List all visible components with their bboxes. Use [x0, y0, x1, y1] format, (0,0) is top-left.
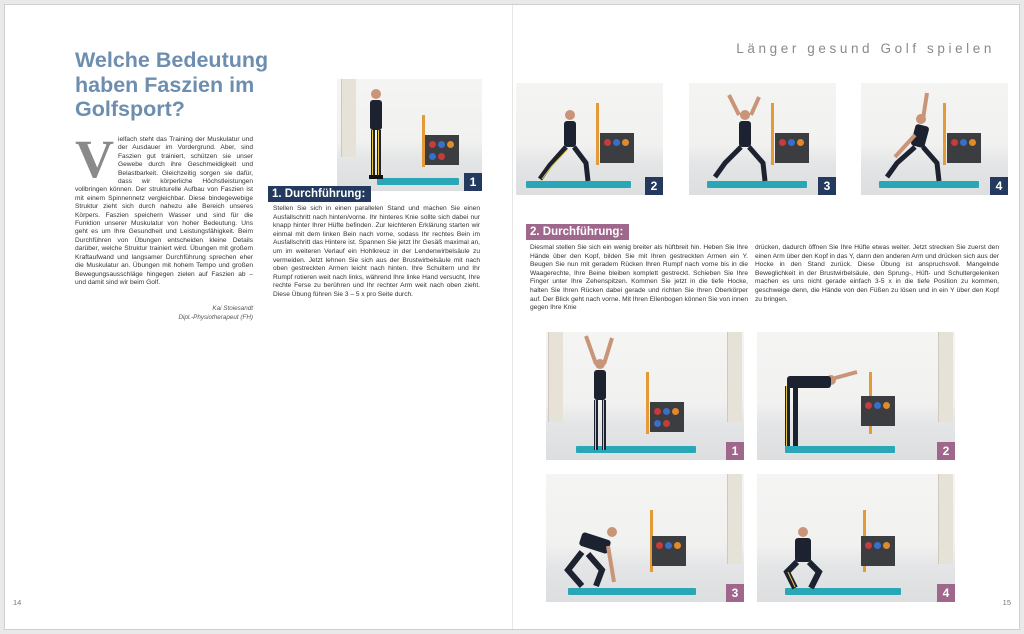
section2-heading: 2. Durchführung: [526, 224, 629, 240]
photo-number-badge: 1 [726, 442, 744, 460]
equipment-shelf [425, 135, 459, 165]
section1-heading: 1. Durchführung: [268, 186, 371, 202]
pole [646, 372, 649, 434]
running-head: Länger gesund Golf spielen [736, 41, 995, 56]
author-name: Kai Stoiesandt [212, 305, 253, 312]
drop-cap: V [75, 129, 114, 189]
door-frame [727, 332, 742, 422]
page-number-right: 15 [1002, 598, 1011, 607]
magazine-spread [4, 4, 1020, 630]
athlete-lunge-arms-up [711, 93, 781, 185]
photo-number-badge: 1 [464, 173, 482, 191]
photo-number-badge: 4 [990, 177, 1008, 195]
athlete-forward-bend [771, 368, 861, 452]
equipment-shelf [652, 536, 686, 566]
section2-text-left: Diesmal stellen Sie sich ein wenig breiter als hüftbreit hin. Heben Sie Ihre Hände über den Kopf, bilden Sie mit Ihren gestreckten Armen ein Y. Beugen Sie nun mit geradem Rücken Ihren Rumpf nach vorne bis in die Waagerechte, Ihre Beine bleiben komplett gestreckt. Schieben Sie Ihre Finger unter Ihre Zehenspitzen. Kommen Sie jetzt in die tiefe Hocke, halten Sie Ihren Rücken dabei gerade und richten Sie Ihren Oberkörper auf. Der Blick geht nach vorne. Mit Ihren Ellenbogen können Sie von innen gegen Ihre Knie [530, 244, 748, 312]
photo-number-badge: 3 [726, 584, 744, 602]
photo-number-badge: 2 [937, 442, 955, 460]
photo-number-badge: 2 [645, 177, 663, 195]
door-frame [727, 474, 742, 564]
exercise2-photo-1 [546, 332, 744, 460]
section1-text: Stellen Sie sich in einen parallelen Stand und machen Sie einen Ausfallschritt nach hinten/vorne. Ihr hinteres Knie sollte sich dabei nur knapp hinter Ihrer Hüfte befinden. Zur leichteren Erklärung starten wir einmal mit dem linken Bein nach vorne, sodass Ihr rechtes Bein im Ausfallschritt das Hintere ist. Spannen Sie jetzt Ihr Gesäß maximal an, um im weiteren Verlauf ein Hohlkreuz in der Lendenwirbelsäule zu vermeiden. Jetzt lehnen Sie sich aus der Brustwirbelsäule mit nach oben gestreckten Armen leicht nach hinten. Ihre Schultern und Ihr Rumpf rotieren weit nach links, während Ihre linke Hand versucht, Ihre rechte Ferse zu berühren und Ihr rechter Arm weit nach oben zieht. Diese Übung führen Sie 3 – 5 x pro Seite durch. [273, 205, 480, 298]
athlete-deep-squat-reach [562, 524, 632, 594]
exercise1-photo-3 [689, 83, 836, 195]
page-number-left: 14 [13, 598, 22, 607]
photo-number-badge: 3 [818, 177, 836, 195]
door-frame [548, 332, 563, 422]
door-frame [341, 79, 356, 157]
exercise1-photo-4 [861, 83, 1008, 195]
door-frame [938, 474, 953, 564]
athlete-arms-y [582, 334, 616, 456]
athlete-deep-squat [781, 526, 827, 594]
exercise2-photo-4 [757, 474, 955, 602]
exercise1-photo-1 [337, 79, 482, 191]
author-credit [145, 305, 253, 322]
intro-text: ielfach steht das Training der Muskulatur und der Ausdauer im Vordergrund. Aber, sind Faszien gut trainiert, schützen sie unser Gewebe durch ihre Geschmeidigkeit und Belastbarkeit. Gleichzeitig sorgen sie dafür, dass wir körperliche Höchstleistungen vollbringen können. Der strukturelle Aufbau von Faszien ist mit einem Spinnennetz vergleichbar. Diese bindegewebige Struktur zieht sich durch nahezu alle Bereich unseres Körpers. Faszien speichern Wasser und sind für die Funktion unserer Muskulatur von hoher Bedeutung. Uns geht es um Ihre Gesundheit und Leistungsfähigkeit. Beim Durchführen von Übungen entscheiden kleine Details darüber, welche Struktur trainiert wird. Übungen mit großem Kraftaufwand und langsamer Durchführung sprechen eher die Muskulatur an. Übungen mit hohem Tempo und großen Bewegungsausschläge hingegen zielen auf Faszien ab – und damit sind wir beim Golf. [75, 136, 253, 286]
article-title: Welche Bedeutung haben Faszien im Golfsport? [75, 48, 269, 121]
author-title: Dipl.-Physiotherapeut (FH) [178, 313, 253, 321]
exercise2-photo-2 [757, 332, 955, 460]
exercise1-photo-2 [516, 83, 663, 195]
equipment-shelf [861, 536, 895, 566]
section2-text-right: drücken, dadurch öffnen Sie Ihre Hüfte etwas weiter. Jetzt strecken Sie zuerst den einen Arm über den Kopf in das Y, dann den anderen Arm und drücken sich aus der Hocke in den Stand zurück. Diese Übung ist anspruchsvoll. Mangelnde Beweglichkeit in der Brustwirbelsäule, den Sprung-, Hüft- und Schultergelenken machen es uns nicht gerade einfach 3-5 x in die tiefe Position zu kommen, geschweige denn, die Hände von den Füßen zu lösen und in ein Y über den Kopf zu bringen. [755, 244, 999, 303]
door-frame [938, 332, 953, 422]
page-gutter [512, 5, 513, 629]
athlete-standing [362, 87, 390, 183]
equipment-shelf [650, 402, 684, 432]
exercise2-photo-3 [546, 474, 744, 602]
athlete-lunge-rotation [881, 91, 953, 185]
intro-paragraph [75, 129, 253, 287]
photo-number-badge: 4 [937, 584, 955, 602]
equipment-shelf [861, 396, 895, 426]
athlete-lunge [536, 109, 606, 185]
